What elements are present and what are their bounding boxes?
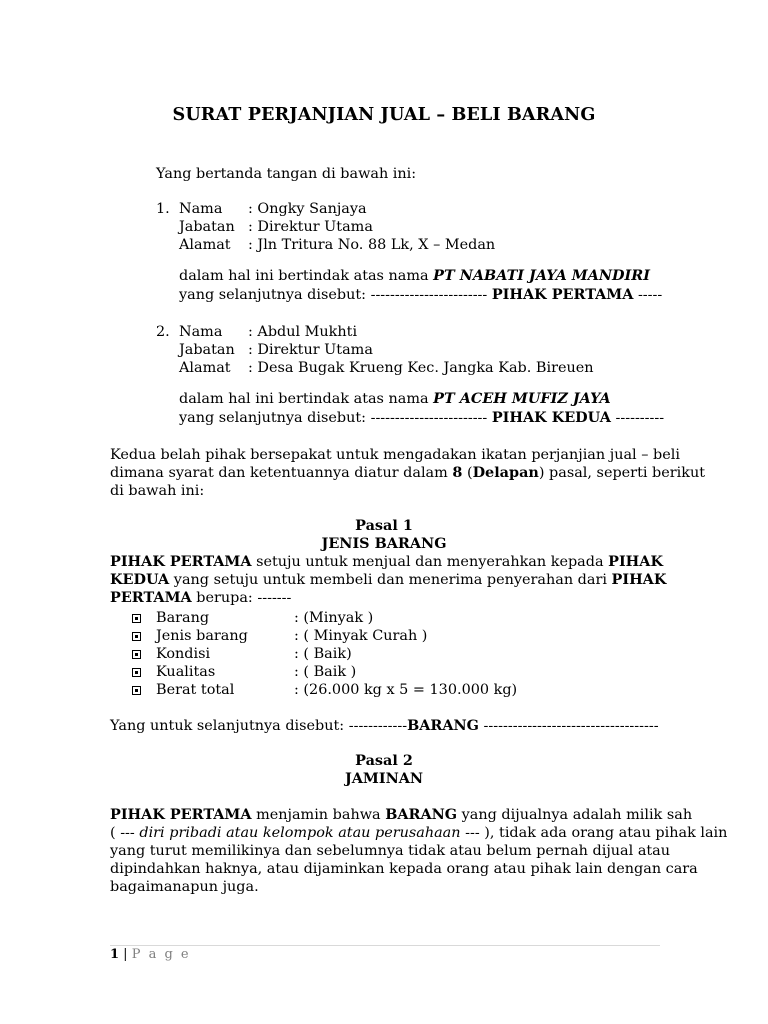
pasal-1-line-3 xyxy=(110,589,291,607)
party-1-ref-text: yang selanjutnya disebut: ------------------------ xyxy=(179,287,492,303)
document-title: SURAT PERJANJIAN JUAL – BELI BARANG xyxy=(172,104,596,125)
pasal-1-ref-tail: ------------------------------------ xyxy=(478,718,659,734)
list-item-label: Kualitas xyxy=(156,664,216,680)
party-2-ref-line xyxy=(179,409,664,427)
pasal-2-line-1 xyxy=(110,806,693,824)
party-2-nama-value: : Abdul Mukhti xyxy=(248,324,358,340)
pasal-2-line-2 xyxy=(110,824,728,842)
pasal-1-text-2: yang setuju untuk membeli dan menerima penyerahan dari xyxy=(169,572,612,588)
party-1-alamat-label: Alamat xyxy=(179,237,231,253)
list-item-label: Kondisi xyxy=(156,646,211,662)
party-1-alamat-value: : Jln Tritura No. 88 Lk, X – Medan xyxy=(248,237,496,253)
list-item-value: : ( Minyak Curah ) xyxy=(294,628,428,644)
pasal-1-buyer: KEDUA xyxy=(110,571,170,588)
pasal-2-line-4: dipindahkan haknya, atau dijaminkan kepada orang atau pihak lain dengan cara xyxy=(110,861,698,877)
list-item-value: : ( Baik ) xyxy=(294,664,357,680)
party-2-act-text: dalam hal ini bertindak atas nama xyxy=(179,391,434,407)
party-2-role: PIHAK KEDUA xyxy=(491,409,611,426)
square-bullet-icon xyxy=(132,614,141,623)
pasal-1-ref-line xyxy=(110,717,659,735)
list-item-label: Berat total xyxy=(156,682,235,698)
intro-text: Yang bertanda tangan di bawah ini: xyxy=(156,166,417,182)
agreement-text-a: dimana syarat dan ketentuannya diatur dalam xyxy=(110,465,453,481)
party-1-nama-value: : Ongky Sanjaya xyxy=(248,201,367,217)
party-1-role: PIHAK PERTAMA xyxy=(491,286,634,303)
footer-divider xyxy=(110,945,660,946)
agreement-line-2 xyxy=(110,464,706,482)
party-2-jabatan-label: Jabatan xyxy=(179,342,235,358)
pasal-2-text-4: --- ), tidak ada orang atau pihak lain xyxy=(460,825,728,841)
square-bullet-icon xyxy=(132,650,141,659)
pasal-1-pihak-2: PIHAK xyxy=(611,571,667,588)
pasal-1-pertama: PERTAMA xyxy=(110,589,192,606)
pasal-1-ref-text: Yang untuk selanjutnya disebut: ------------ xyxy=(110,718,408,734)
party-1-jabatan-label: Jabatan xyxy=(179,219,235,235)
party-1-number: 1. xyxy=(156,201,170,217)
page-separator: | xyxy=(119,947,132,962)
list-item-value: : ( Baik) xyxy=(294,646,352,662)
agreement-text-c: ( xyxy=(462,465,473,481)
party-1-ref-line xyxy=(179,286,662,304)
pasal-1-line-2 xyxy=(110,571,667,589)
party-2-act-line xyxy=(179,390,611,408)
pasal-2-seller: PIHAK PERTAMA xyxy=(110,806,252,823)
party-2-company: PT ACEH MUFIZ JAYA xyxy=(433,390,611,407)
pasal-1-ref-term: BARANG xyxy=(407,717,479,734)
list-item-label: Barang xyxy=(156,610,210,626)
agreement-text-e: ) pasal, seperti berikut xyxy=(538,465,706,481)
agreement-line-3: di bawah ini: xyxy=(110,483,205,499)
list-item-label: Jenis barang xyxy=(156,628,248,644)
pasal-2-owner-type: diri pribadi atau kelompok atau perusahaan xyxy=(139,825,461,841)
pasal-2-goods: BARANG xyxy=(385,806,458,823)
pasal-2-heading: Pasal 2 xyxy=(355,752,413,769)
pasal-1-seller: PIHAK PERTAMA xyxy=(110,553,252,570)
party-2-ref-tail: ---------- xyxy=(610,410,665,426)
party-1-nama-label: Nama xyxy=(179,201,223,217)
square-bullet-icon xyxy=(132,686,141,695)
party-2-nama-label: Nama xyxy=(179,324,223,340)
party-2-number: 2. xyxy=(156,324,170,340)
pasal-1-heading: Pasal 1 xyxy=(355,517,413,534)
pasal-2-line-3: yang turut memilikinya dan sebelumnya tidak atau belum pernah dijual atau xyxy=(110,843,671,859)
list-item-value: : (26.000 kg x 5 = 130.000 kg) xyxy=(294,682,518,698)
pasal-2-text-1: menjamin bahwa xyxy=(251,807,386,823)
list-item-value: : (Minyak ) xyxy=(294,610,374,626)
agreement-count: 8 xyxy=(452,464,463,481)
party-2-alamat-value: : Desa Bugak Krueng Kec. Jangka Kab. Bireuen xyxy=(248,360,594,376)
square-bullet-icon xyxy=(132,632,141,641)
pasal-2-text-2: yang dijualnya adalah milik sah xyxy=(457,807,693,823)
party-1-act-line xyxy=(179,267,650,285)
party-1-company: PT NABATI JAYA MANDIRI xyxy=(433,267,650,284)
page-label: P a g e xyxy=(131,947,191,962)
party-2-jabatan-value: : Direktur Utama xyxy=(248,342,373,358)
square-bullet-icon xyxy=(132,668,141,677)
party-1-ref-tail: ----- xyxy=(633,287,663,303)
pasal-1-text-3: berupa: ------- xyxy=(191,590,292,606)
pasal-1-line-1 xyxy=(110,553,663,571)
agreement-line-1: Kedua belah pihak bersepakat untuk mengadakan ikatan perjanjian jual – beli xyxy=(110,447,680,463)
pasal-2-line-5: bagaimanapun juga. xyxy=(110,879,259,895)
party-1-jabatan-value: : Direktur Utama xyxy=(248,219,373,235)
pasal-1-pihak: PIHAK xyxy=(608,553,663,570)
page-footer xyxy=(110,947,191,962)
pasal-1-subheading: JENIS BARANG xyxy=(321,535,447,552)
agreement-count-word: Delapan xyxy=(472,464,539,481)
party-2-alamat-label: Alamat xyxy=(179,360,231,376)
party-2-ref-text: yang selanjutnya disebut: ------------------------ xyxy=(179,410,492,426)
party-1-act-text: dalam hal ini bertindak atas nama xyxy=(179,268,434,284)
pasal-2-text-3: ( --- xyxy=(110,825,140,841)
pasal-1-text-1: setuju untuk menjual dan menyerahkan kepada xyxy=(251,554,609,570)
pasal-2-subheading: JAMINAN xyxy=(344,770,424,787)
page-number: 1 xyxy=(110,947,120,962)
